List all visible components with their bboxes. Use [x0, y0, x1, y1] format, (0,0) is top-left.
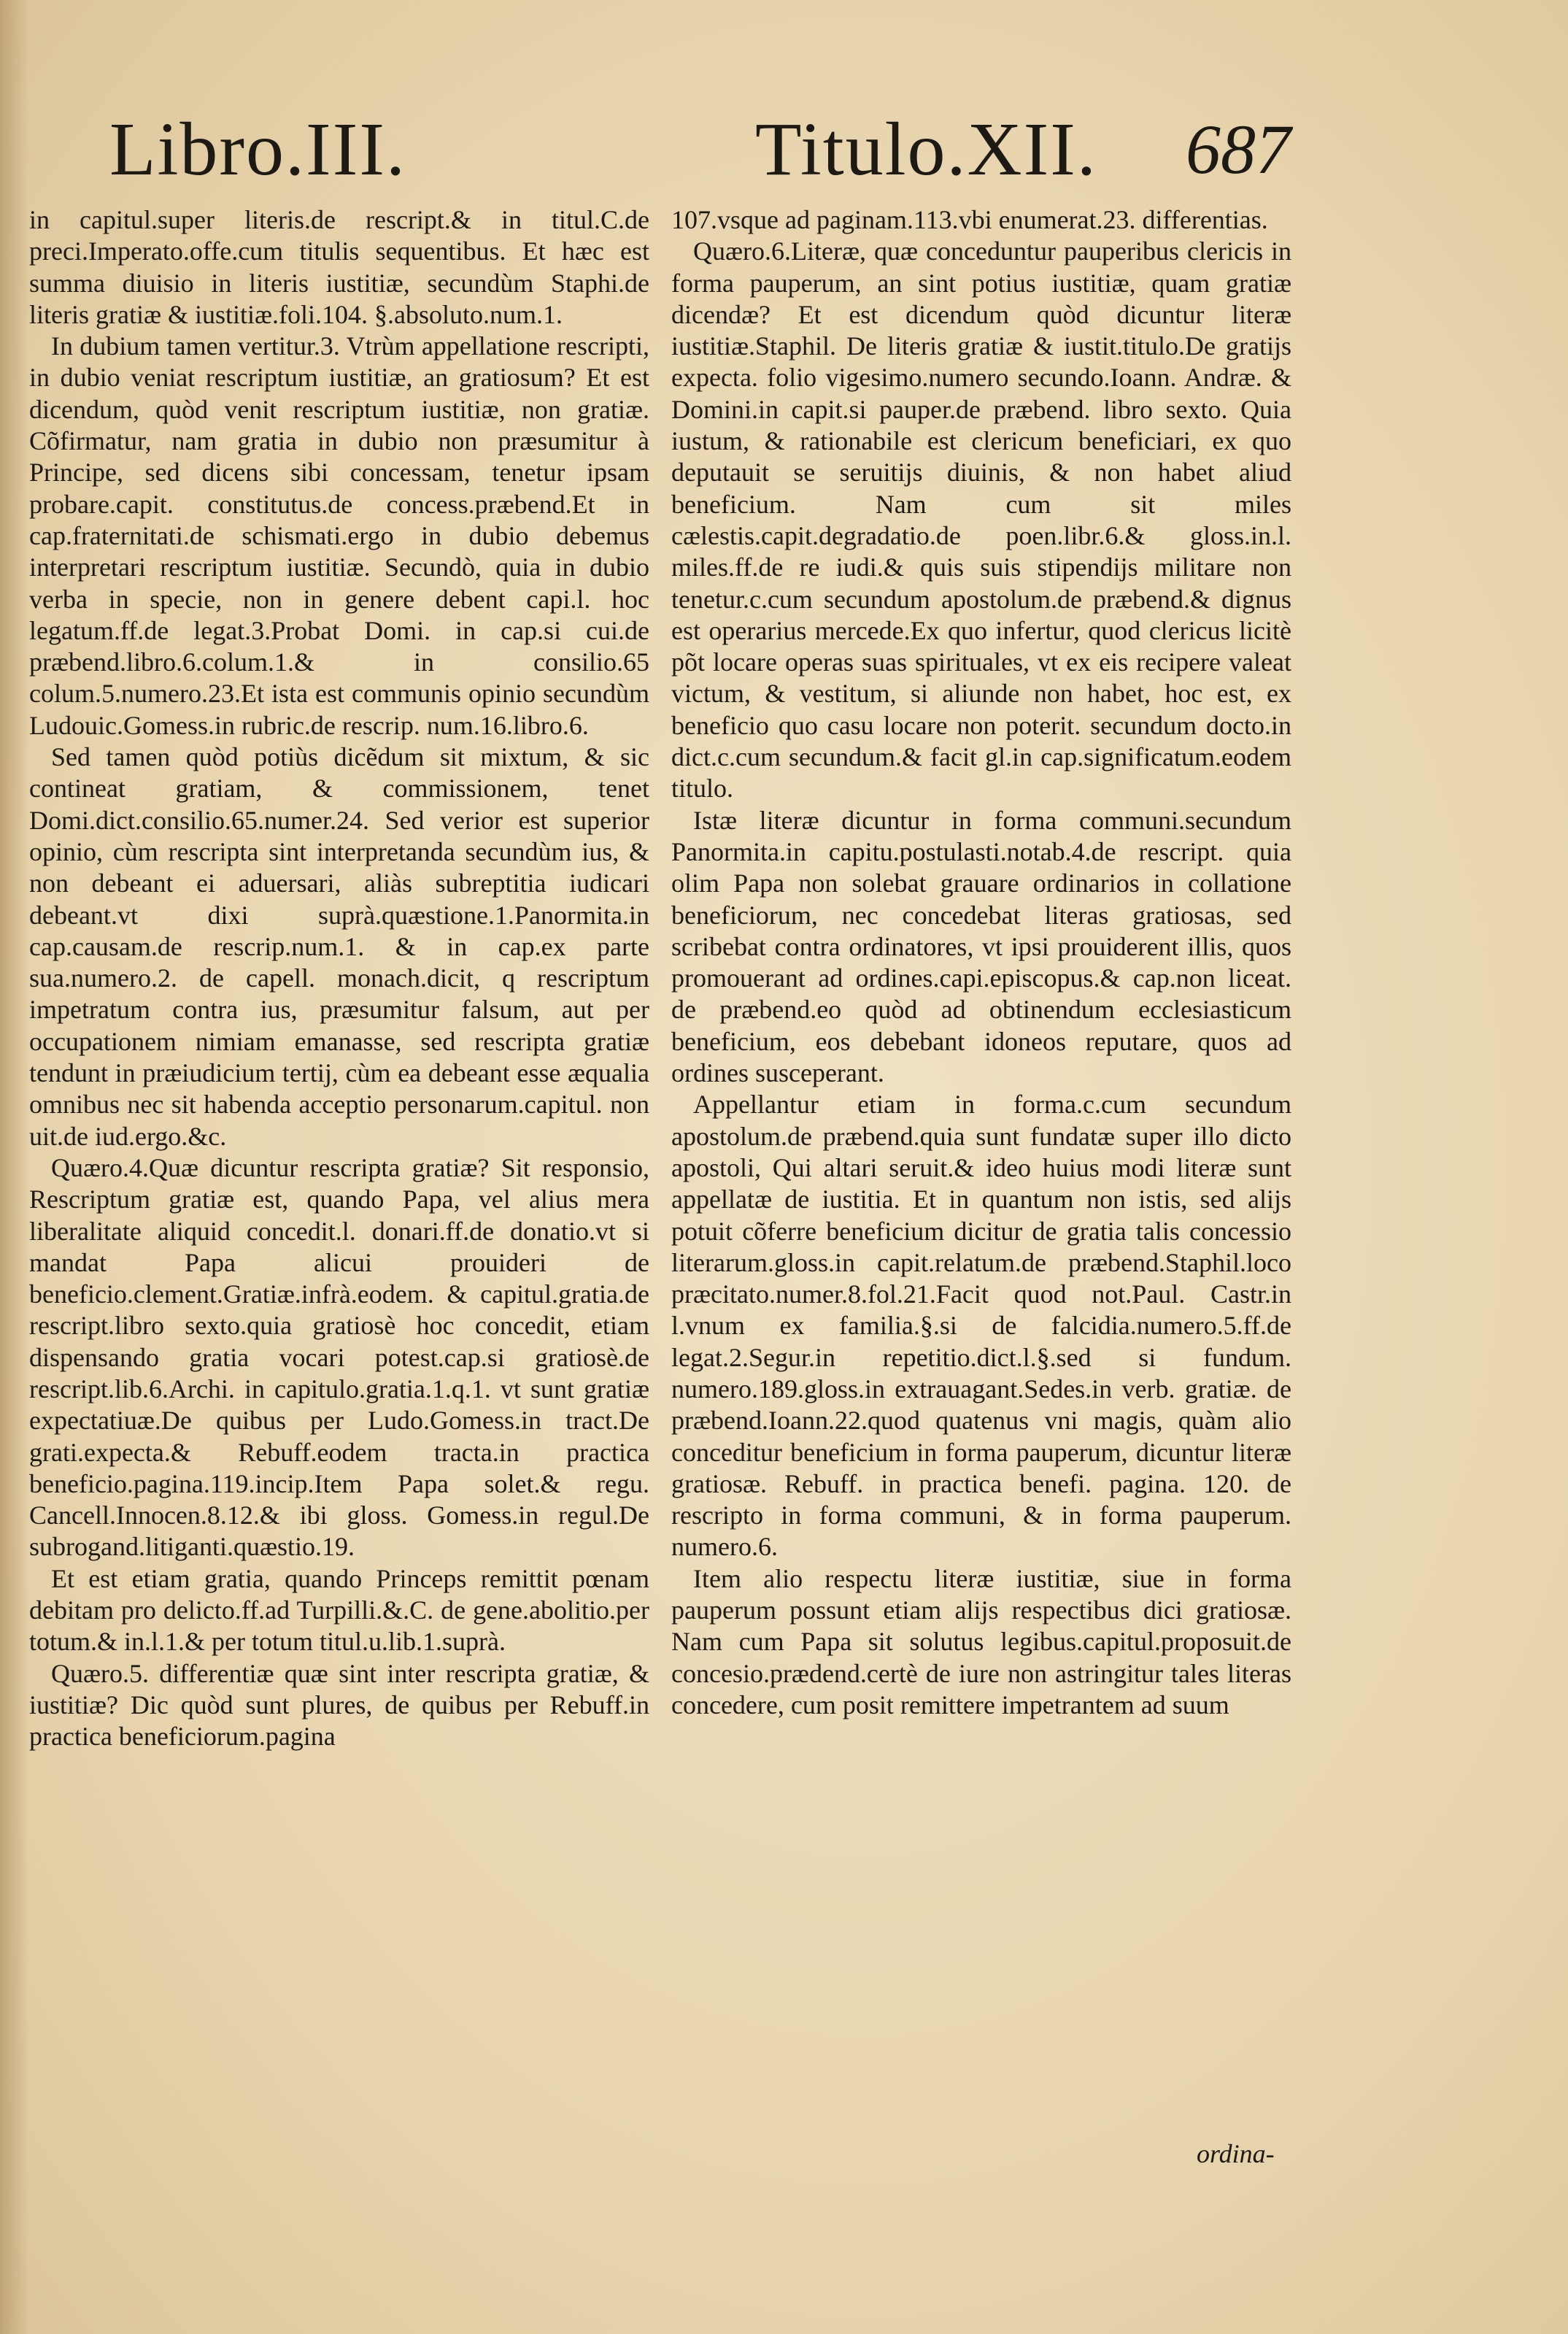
header-book: Libro.III. [109, 107, 406, 191]
left-column [29, 204, 649, 1753]
paragraph: 107.vsque ad paginam.113.vbi enumerat.23. differentias. [671, 205, 1268, 234]
paragraph: Quæro.6.Literæ, quæ conceduntur pauperibus clericis in forma pauperum, an sint potius iustitiæ, quam gratiæ dicendæ? Et est dicendum quòd dicuntur literæ iustitiæ.Staphil. De literis gratiæ & iustit.titulo.De gratijs expecta. folio vigesimo.numero secundo.Ioann. Andræ. & Domini.in capit.si pauper.de præbend. libro sexto. Quia iustum, & rationabile est clericum beneficiari, ex quo deputauit se seruitijs diuinis, & non habet aliud beneficium. Nam cum sit miles cælestis.capit.degradatio.de poen.libr.6.& gloss.in.l. miles.ff.de re iudi.& quis suis stipendijs militare non tenetur.c.cum secundum apostolum.de præbend.& dignus est operarius mercede.Ex quo infertur, quod clericus licitè põt locare operas suas spirituales, vt ex eis recipere valeat victum, & vestitum, si aliunde non habet, hoc est, ex beneficio quo casu locare non poterit. secundum docto.in dict.c.cum secundum.& facit gl.in cap.significatum.eodem titulo. [671, 236, 1291, 804]
paragraph: Et est etiam gratia, quando Princeps remittit pœnam debitam pro delicto.ff.ad Turpilli.&.C. de gene.abolitio.per totum.& in.l.1.& per totum titul.u.lib.1.suprà. [29, 1563, 649, 1657]
paragraph: Item alio respectu literæ iustitiæ, siue in forma pauperum possunt etiam alijs respectibus dici gratiosæ. Nam cum Papa sit solutus legibus.capitul.proposuit.de concesio.prædend.certè de iure non astringitur tales literas concedere, cum posit remittere impetrantem ad suum [671, 1563, 1291, 1719]
gutter-shadow [0, 0, 29, 2334]
paragraph: Appellantur etiam in forma.c.cum secundum apostolum.de præbend.quia sunt fundatæ super illo dicto apostoli, Qui altari seruit.& ideo huius modi literæ sunt appellatæ de iustitia. Et in quantum non istis, sed alijs potuit cõferre beneficium dicitur de gratia talis concessio literarum.gloss.in capit.relatum.de præbend.Staphil.loco præcitato.numer.8.fol.21.Facit quod not.Paul. Castr.in l.vnum ex familia.§.si de falcidia.numero.5.ff.de legat.2.Segur.in repetitio.dict.l.§.sed si fundum. numero.189.gloss.in extrauagant.Sedes.in verb. gratiæ. de præbend.Ioann.22.quod quatenus vni magis, quàm alio conceditur beneficium in forma pauperum, dicuntur literæ gratiosæ. Rebuff. in practica benefi. pagina. 120. de rescripto in forma communi, & in forma pauperum. numero.6. [671, 1090, 1291, 1562]
right-column [671, 204, 1291, 1721]
paragraph: Quæro.5. differentiæ quæ sint inter rescripta gratiæ, & iustitiæ? Dic quòd sunt plures, de quibus per Rebuff.in practica beneficiorum.pagina [29, 1658, 649, 1752]
paragraph: Istæ literæ dicuntur in forma communi.secundum Panormita.in capitu.postulasti.notab.4.de rescript. quia olim Papa non solebat grauare ordinarios in collatione beneficiorum, nec concedebat literas gratiosas, sed scribebat contra ordinatores, vt ipsi prouiderent illis, quos promouerant ad ordines.capi.episcopus.& cap.non liceat. de præbend.eo quòd ad obtinendum ecclesiasticum beneficium, eos debebant idoneos reputare, quos ad ordines susceperant. [671, 805, 1291, 1088]
paragraph: Quæro.4.Quæ dicuntur rescripta gratiæ? Sit responsio, Rescriptum gratiæ est, quando Papa, vel alius mera liberalitate aliquid concedit.l. donari.ff.de donatio.vt si mandat Papa alicui prouideri de beneficio.clement.Gratiæ.infrà.eodem. & capitul.gratia.de rescript.libro sexto.quia gratiosè hoc concedit, etiam dispensando gratia vocari potest.cap.si gratiosè.de rescript.lib.6.Archi. in capitulo.gratia.1.q.1. vt sunt gratiæ expectatiuæ.De quibus per Ludo.Gomess.in tract.De grati.expecta.& Rebuff.eodem tracta.in practica beneficio.pagina.119.incip.Item Papa solet.& regu. Cancell.Innocen.8.12.& ibi gloss. Gomess.in regul.De subrogand.litiganti.quæstio.19. [29, 1152, 649, 1562]
paragraph: Sed tamen quòd potiùs dicẽdum sit mixtum, & sic contineat gratiam, & commissionem, tenet Domi.dict.consilio.65.numer.24. Sed verior est superior opinio, cùm rescripta sint interpretanda secundùm ius, & non debeant ei aduersari, aliàs subreptitia iudicari debeant.vt dixi suprà.quæstione.1.Panormita.in cap.causam.de rescrip.num.1. & in cap.ex parte sua.numero.2. de capell. monach.dicit, q rescriptum impetratum contra ius, præsumitur falsum, aut per occupationem nimiam emanasse, sed rescripta gratiæ tendunt in præiudicium tertij, cùm ea debeant esse æqualia omnibus nec sit habenda acceptio personarum.capitul. non uit.de iud.ergo.&c. [29, 742, 649, 1151]
header-title: Titulo.XII. [755, 107, 1097, 191]
folio-number: 687 [1186, 110, 1291, 188]
catchword: ordina- [1197, 2139, 1275, 2168]
paragraph: In dubium tamen vertitur.3. Vtrùm appellatione rescripti, in dubio veniat rescriptum iustitiæ, an gratiosum? Et est dicendum, quòd venit rescriptum iustitiæ, non gratiæ. Cõfirmatur, nam gratia in dubio non præsumitur à Principe, sed dicens sibi concessam, tenetur ipsam probare.capit. constitutus.de concess.præbend.Et in cap.fraternitati.de schismati.ergo in dubio debemus interpretari rescriptum iustitiæ. Secundò, quia in dubio verba in specie, non in genere debent capi.l. hoc legatum.ff.de legat.3.Probat Domi. in cap.si cui.de præbend.libro.6.colum.1.& in consilio.65 colum.5.numero.23.Et ista est communis opinio secundùm Ludouic.Gomess.in rubric.de rescrip. num.16.libro.6. [29, 331, 649, 740]
paragraph: in capitul.super literis.de rescript.& in titul.C.de preci.Imperato.offe.cum titulis sequentibus. Et hæc est summa diuisio in literis iustitiæ, secundùm Staphi.de literis gratiæ & iustitiæ.foli.104. §.absoluto.num.1. [29, 205, 649, 329]
running-header [0, 102, 1568, 204]
